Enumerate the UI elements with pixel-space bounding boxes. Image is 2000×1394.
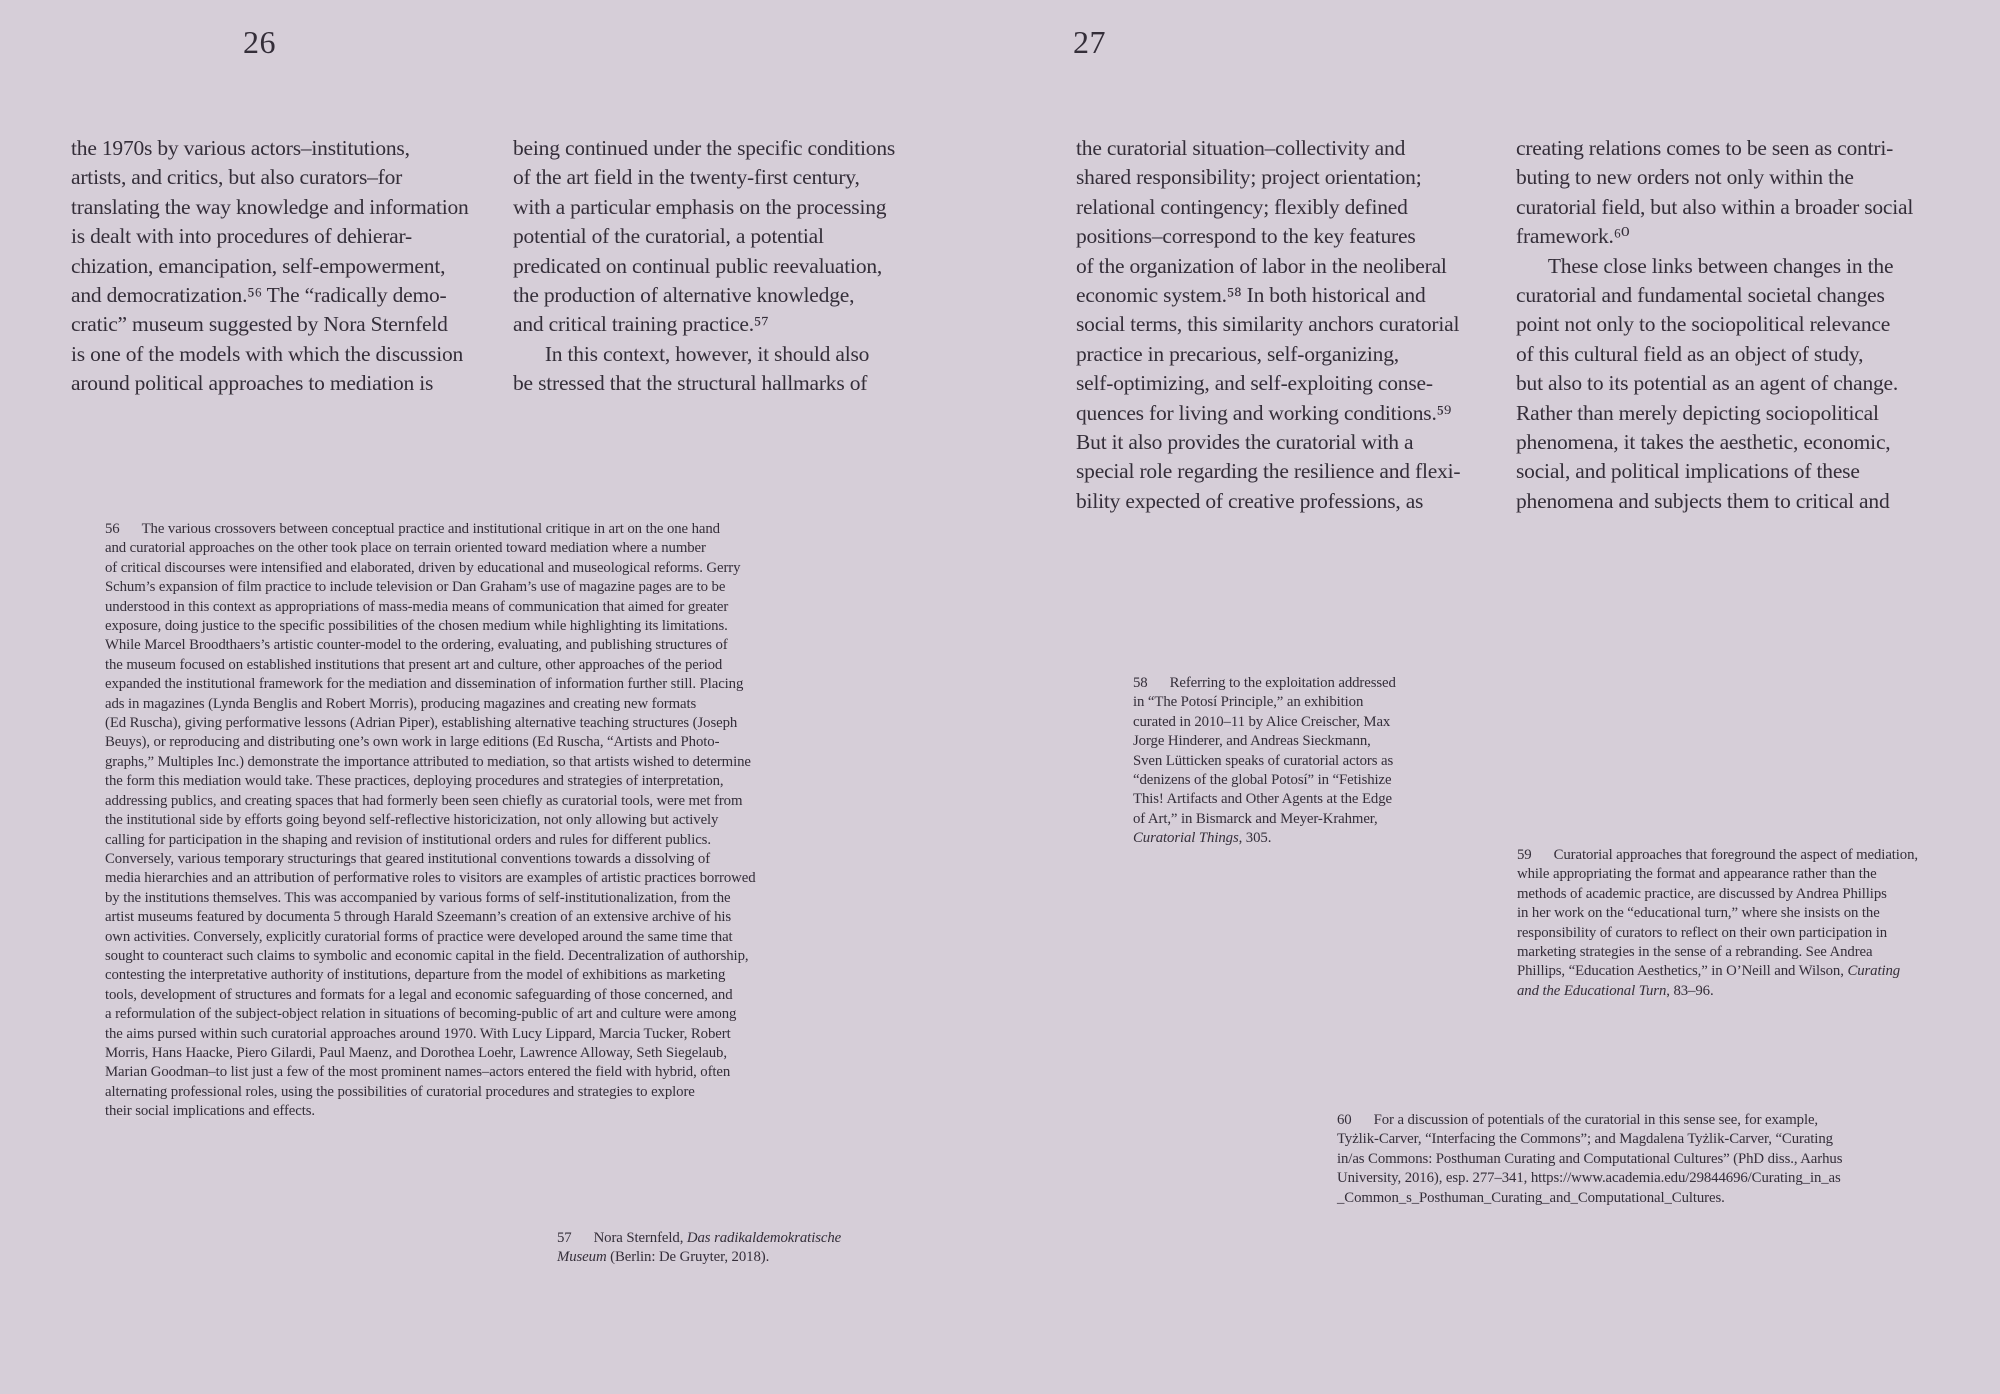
footnote-60: 60 For a discussion of potentials of the curatorial in this sense see, for example, Tyżlik-Carver, “Interfacing the Commons”; and Magdalena Tyżlik-Carver, “Curating in/as Commons: Posthuman Curating and Computational Cultures” (PhD diss., Aarhus University, 2016), esp. 277–341, https://www.academia.edu/29844696/Curating_in_as _Common_s_Posthuman_Curating_and_Computational_Cultures.: [1337, 1112, 1843, 1206]
left-page-body-column-1: the 1970s by various actors–institutions, artists, and critics, but also curators–for translating the way knowledge and information is dealt with into procedures of dehierar- chization, emancipation, self-empowerment, and democratization.⁵⁶ The “radically demo- cratic” museum suggested by Nora Sternfeld is one of the models with which the discussion around political approaches to mediation is: [71, 136, 469, 396]
footnote-57: 57 Nora Sternfeld, Das radikaldemokratische Museum (Berlin: De Gruyter, 2018).: [557, 1230, 842, 1266]
footnote-59: 59 Curatorial approaches that foreground the aspect of mediation, while appropriating the format and appearance rather than the methods of academic practice, are discussed by Andrea Phillips in her work on the “educational turn,” where she insists on the responsibility of curators to reflect on their own participation in marketing strategies in the sense of a rebranding. See Andrea Phillips, “Education Aesthetics,” in O’Neill and Wilson, Curating and the Educational Turn, 83–96.: [1517, 847, 1919, 999]
page-number-left: 26: [243, 24, 276, 60]
footnote-56: 56 The various crossovers between conceptual practice and institutional critique in art on the one hand and curatorial approaches on the other took place on terrain oriented toward mediation where a number of critical discourses were intensified and elaborated, driven by educational and museological reforms. Gerry Schum’s expansion of film practice to include television or Dan Graham’s use of magazine pages are to be understood in this context as appropriations of mass-media means of communication that aimed for greater exposure, doing justice to the specific possibilities of the chosen medium while highlighting its limitations. While Marcel Broodthaers’s artistic counter-model to the ordering, evaluating, and publishing structures of the museum focused on established institutions that present art and culture, other approaches of the period expanded the institutional framework for the mediation and dissemination of information further still. Placing ads in magazines (Lynda Benglis and Robert Morris), producing magazines and creating new formats (Ed Ruscha), giving performative lessons (Adrian Piper), establishing alternative teaching structures (Joseph Beuys), or reproducing and distributing one’s own work in large editions (Ed Ruscha, “Artists and Photo- graphs,” Multiples Inc.) demonstrate the importance attributed to mediation, so that artists wished to determine the form this mediation would take. These practices, deploying procedures and strategies of interpretation, addressing publics, and creating spaces that had formerly been seen chiefly as curatorial tools, were met from the institutional side by efforts going beyond self-reflective historicization, not only allowing but actively calling for participation in the shaping and revision of institutional orders and rules for different publics. Conversely, various temporary structurings that geared institutional conventions towards a dissolving of media hierarchies and an attribution of performative roles to visitors are examples of artistic practices borrowed by the institutions themselves. This was accompanied by various forms of self-institutionalization, from the artist museums featured by documenta 5 through Harald Szeemann’s creation of an extensive archive of his own activities. Conversely, explicitly curatorial forms of practice were developed around the same time that sought to counteract such claims to symbolic and economic capital in the field. Decentralization of authorship, contesting the interpretative authority of institutions, departure from the model of exhibitions as marketing tools, development of structures and formats for a legal and economic safeguarding of those concerned, and a reformulation of the subject-object relation in situations of becoming-public of art and culture were among the aims pursed within such curatorial approaches around 1970. With Lucy Lippard, Marcia Tucker, Robert Morris, Hans Haacke, Piero Gilardi, Paul Maenz, and Dorothea Loehr, Lawrence Alloway, Seth Siegelaub, Marian Goodman–to list just a few of the most prominent names–actors entered the field with hybrid, often alternating professional roles, using the possibilities of curatorial procedures and strategies to explore their social implications and effects.: [105, 521, 756, 1120]
footnote-58: 58 Referring to the exploitation addressed in “The Potosí Principle,” an exhibition curated in 2010–11 by Alice Creischer, Max Jorge Hinderer, and Andreas Sieckmann, Sven Lütticken speaks of curatorial actors as “denizens of the global Potosí” in “Fetishize This! Artifacts and Other Agents at the Edge of Art,” in Bismarck and Meyer-Krahmer, Curatorial Things, 305.: [1133, 675, 1396, 847]
page-number-right: 27: [1073, 24, 1106, 60]
left-page-body-column-2: being continued under the specific conditions of the art field in the twenty-first century, with a particular emphasis on the processing potential of the curatorial, a potential predicated on continual public reevaluation, the production of alternative knowledge, and critical training practice.⁵⁷ In this context, however, it should also be stressed that the structural hallmarks of: [513, 136, 896, 396]
right-page-body-column-1: the curatorial situation–collectivity and shared responsibility; project orientation; relational contingency; flexibly defined positions–correspond to the key features of the organization of labor in the neoliberal economic system.⁵⁸ In both historical and social terms, this similarity anchors curatorial practice in precarious, self-organizing, self-optimizing, and self-exploiting conse- quences for living and working conditions.⁵⁹ But it also provides the curatorial with a special role regarding the resilience and flexi- bility expected of creative professions, as: [1076, 136, 1461, 513]
right-page-body-column-2: creating relations comes to be seen as contri- buting to new orders not only within the curatorial field, but also within a broader social framework.⁶⁰ These close links between changes in the curatorial and fundamental societal changes point not only to the sociopolitical relevance of this cultural field as an object of study, but also to its potential as an agent of change. Rather than merely depicting sociopolitical phenomena, it takes the aesthetic, economic, social, and political implications of these phenomena and subjects them to critical and: [1516, 136, 1914, 513]
